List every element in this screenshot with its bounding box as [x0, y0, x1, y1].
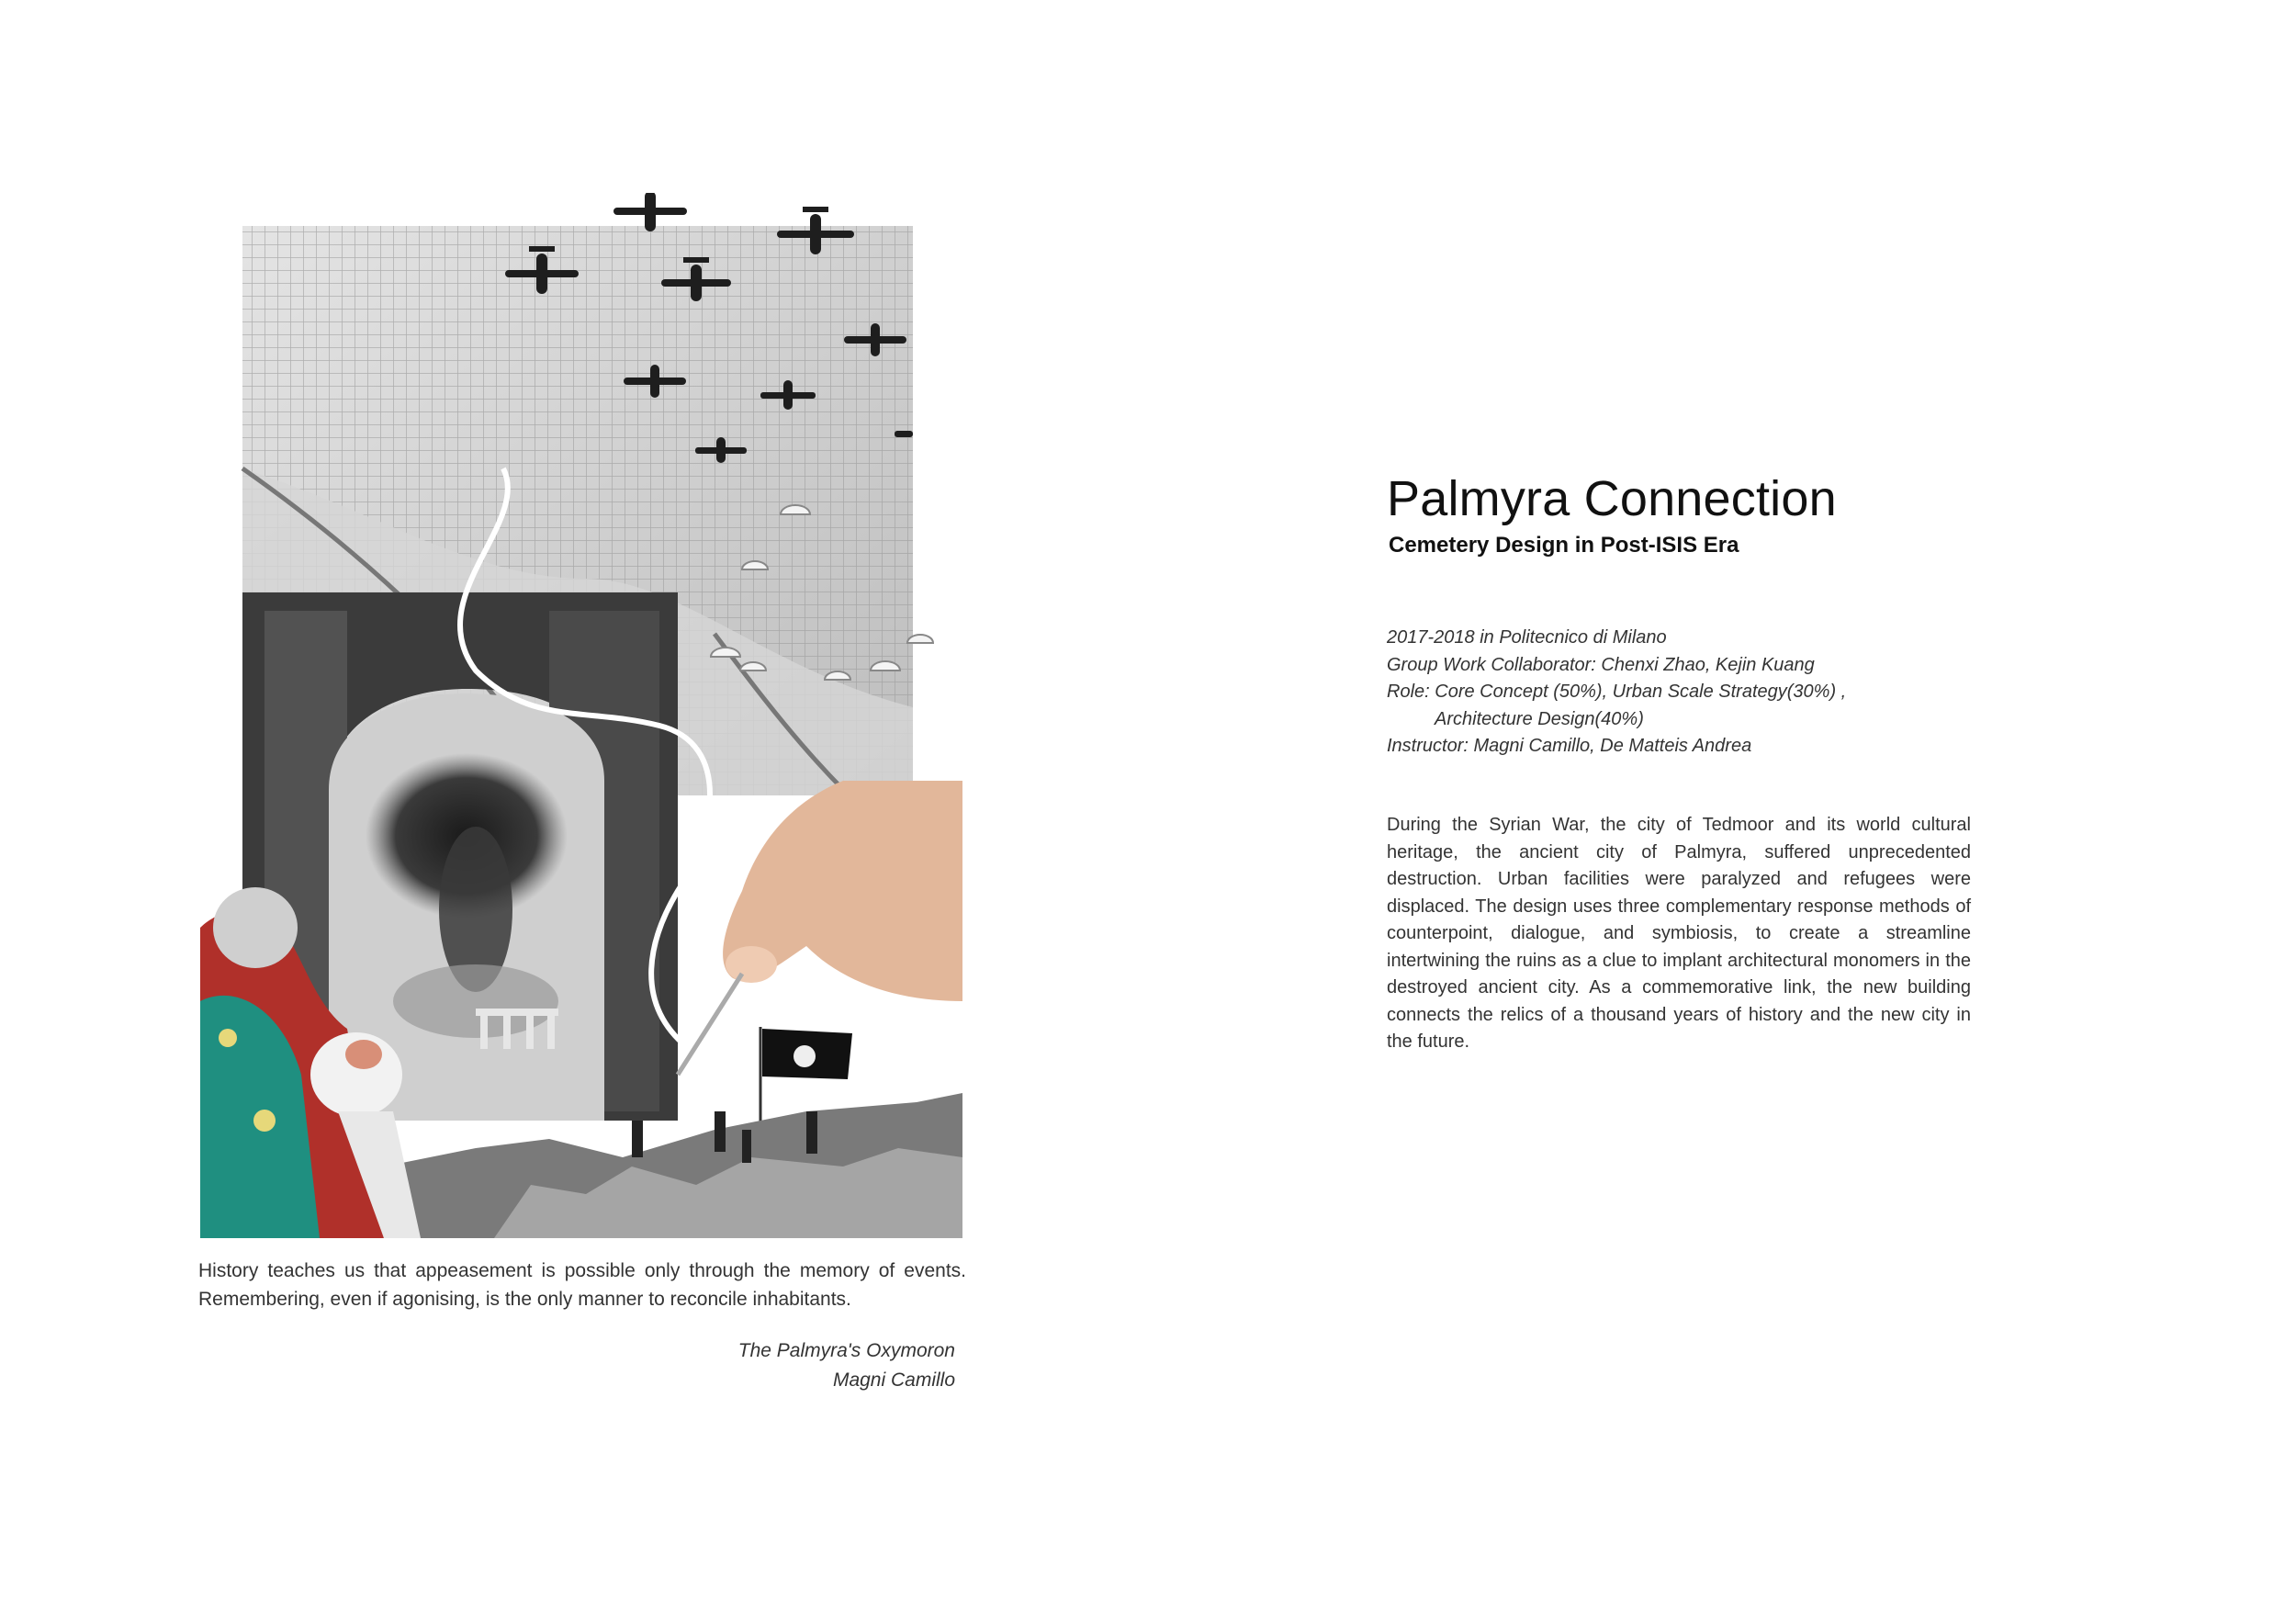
quote-source-title: The Palmyra's Oxymoron: [737, 1340, 955, 1361]
meta-collaborators: Group Work Collaborator: Chenxi Zhao, Kejin Kuang: [1387, 654, 1815, 675]
project-description: During the Syrian War, the city of Tedmoor and its world cultural heritage, the ancient city of Palmyra, suffered unprecedented destruction. Urban facilities were paralyzed and refugees were displaced. The design uses three complementary response methods of counterpoint, dialogue, and symbiosis, to create a streamline intertwining the ruins as a clue to implant architectural monomers in the destroyed ancient city. As a commemorative link, the new building connects the relics of a thousand years of history and the new city in the future.: [1387, 815, 1971, 1052]
meta-instructor: Instructor: Magni Camillo, De Matteis Andrea: [1387, 736, 1752, 756]
meta-year-school: 2017-2018 in Politecnico di Milano: [1387, 627, 1667, 648]
history-quote: [198, 1257, 966, 1313]
meta-role-continued: Architecture Design(40%): [1435, 708, 1644, 729]
project-title: Palmyra Connection: [1387, 471, 1837, 526]
project-meta: [1387, 625, 1975, 761]
collage-illustration: [200, 193, 962, 1238]
quote-line-1: History teaches us that appeasement is possible only through the memory of events.: [198, 1260, 966, 1281]
hand-with-pen: [678, 781, 962, 1075]
quote-line-2: Remembering, even if agonising, is the only manner to reconcile inhabitants.: [198, 1289, 851, 1310]
project-subtitle: Cemetery Design in Post-ISIS Era: [1389, 533, 1739, 558]
quote-source: [643, 1336, 955, 1395]
meta-role: Role: Core Concept (50%), Urban Scale Strategy(30%) ,: [1387, 682, 1847, 702]
quote-source-author: Magni Camillo: [832, 1369, 955, 1391]
